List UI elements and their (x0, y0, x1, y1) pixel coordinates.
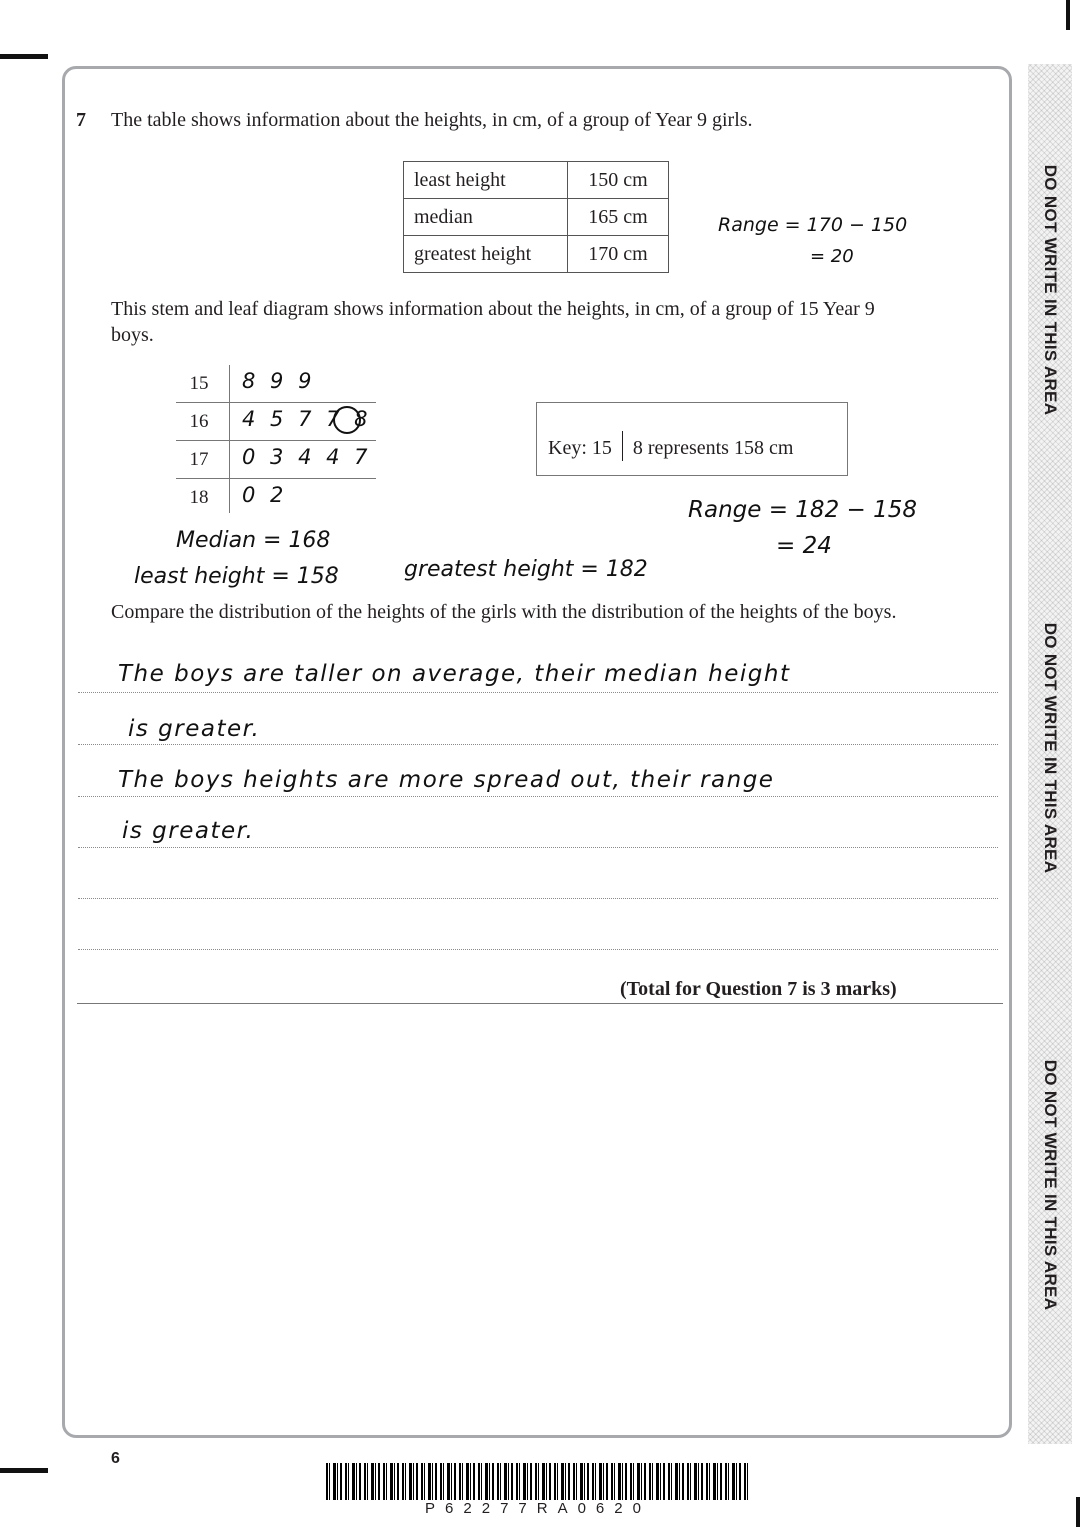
handwritten-answer-line-1: The boys are taller on average, their median height (118, 661, 791, 687)
handwritten-boys-range-result: = 24 (776, 533, 832, 559)
leaf-values: 0 2 (242, 483, 288, 507)
margin-warning-3: DO NOT WRITE IN THIS AREA (1041, 1059, 1060, 1311)
handwritten-least-height: least height = 158 (134, 564, 339, 589)
answer-line (78, 744, 998, 745)
stem-leaf-key (536, 402, 848, 476)
key-prefix: Key: 15 (548, 437, 612, 459)
handwritten-median: Median = 168 (176, 528, 331, 553)
crop-mark-top (0, 54, 48, 59)
handwritten-girls-range: Range = 170 − 150 (718, 214, 908, 236)
table-cell-label: median (404, 199, 568, 236)
barcode (326, 1463, 750, 1500)
crop-mark-bottom (0, 1468, 48, 1473)
stem-value: 16 (189, 411, 209, 432)
stem-row (176, 365, 376, 403)
table-cell-value: 150 cm (568, 162, 669, 199)
key-text (548, 431, 793, 461)
compare-prompt: Compare the distribution of the heights of the girls with the distribution of the heights of the boys. (111, 601, 897, 623)
handwritten-boys-range: Range = 182 − 158 (688, 497, 917, 523)
leaf-values: 0 3 4 4 7 (242, 445, 372, 469)
table-row (404, 199, 669, 236)
barcode-text: P62277RA0620 (425, 1500, 651, 1517)
margin-warning-2: DO NOT WRITE IN THIS AREA (1041, 622, 1060, 874)
table-cell-value: 170 cm (568, 236, 669, 273)
stem-value: 15 (189, 373, 209, 394)
total-rule (77, 1003, 1003, 1004)
table-row (404, 236, 669, 273)
key-suffix: 8 represents 158 cm (632, 437, 794, 459)
handwritten-girls-range-result: = 20 (810, 246, 854, 267)
stem-value: 17 (189, 449, 209, 470)
answer-line (78, 847, 998, 848)
answer-line (78, 949, 998, 950)
stem-value: 18 (189, 487, 209, 508)
crop-mark-corner-top-right (1066, 0, 1070, 30)
table-row (404, 162, 669, 199)
key-divider (622, 431, 623, 461)
stem-row (176, 441, 376, 479)
girls-height-table (403, 161, 669, 273)
leaf-values: 8 9 9 (242, 369, 316, 393)
stem-leaf-intro: This stem and leaf diagram shows information about the heights, in cm, of a group of 15 Year 9 boys. (111, 298, 875, 346)
question-number: 7 (76, 109, 86, 131)
answer-line (78, 692, 998, 693)
table-cell-value: 165 cm (568, 199, 669, 236)
answer-line (78, 898, 998, 899)
handwritten-answer-line-3: The boys heights are more spread out, their range (118, 767, 775, 793)
table-cell-label: greatest height (404, 236, 568, 273)
handwritten-greatest-height: greatest height = 182 (404, 557, 648, 582)
handwritten-answer-line-4: is greater. (122, 818, 255, 844)
leaf-values: 4 5 7 7 8 (242, 407, 372, 431)
margin-warning-1: DO NOT WRITE IN THIS AREA (1041, 164, 1060, 416)
handwritten-answer-line-2: is greater. (128, 716, 261, 742)
question-intro: The table shows information about the heights, in cm, of a group of Year 9 girls. (111, 109, 753, 131)
circled-median-mark (330, 403, 364, 437)
stem-row (176, 479, 376, 516)
table-cell-label: least height (404, 162, 568, 199)
stem-and-leaf-diagram (176, 365, 376, 516)
answer-line (78, 796, 998, 797)
page-number: 6 (111, 1450, 120, 1467)
crop-mark-corner-bottom-right (1076, 1497, 1080, 1527)
total-marks: (Total for Question 7 is 3 marks) (620, 978, 897, 1000)
